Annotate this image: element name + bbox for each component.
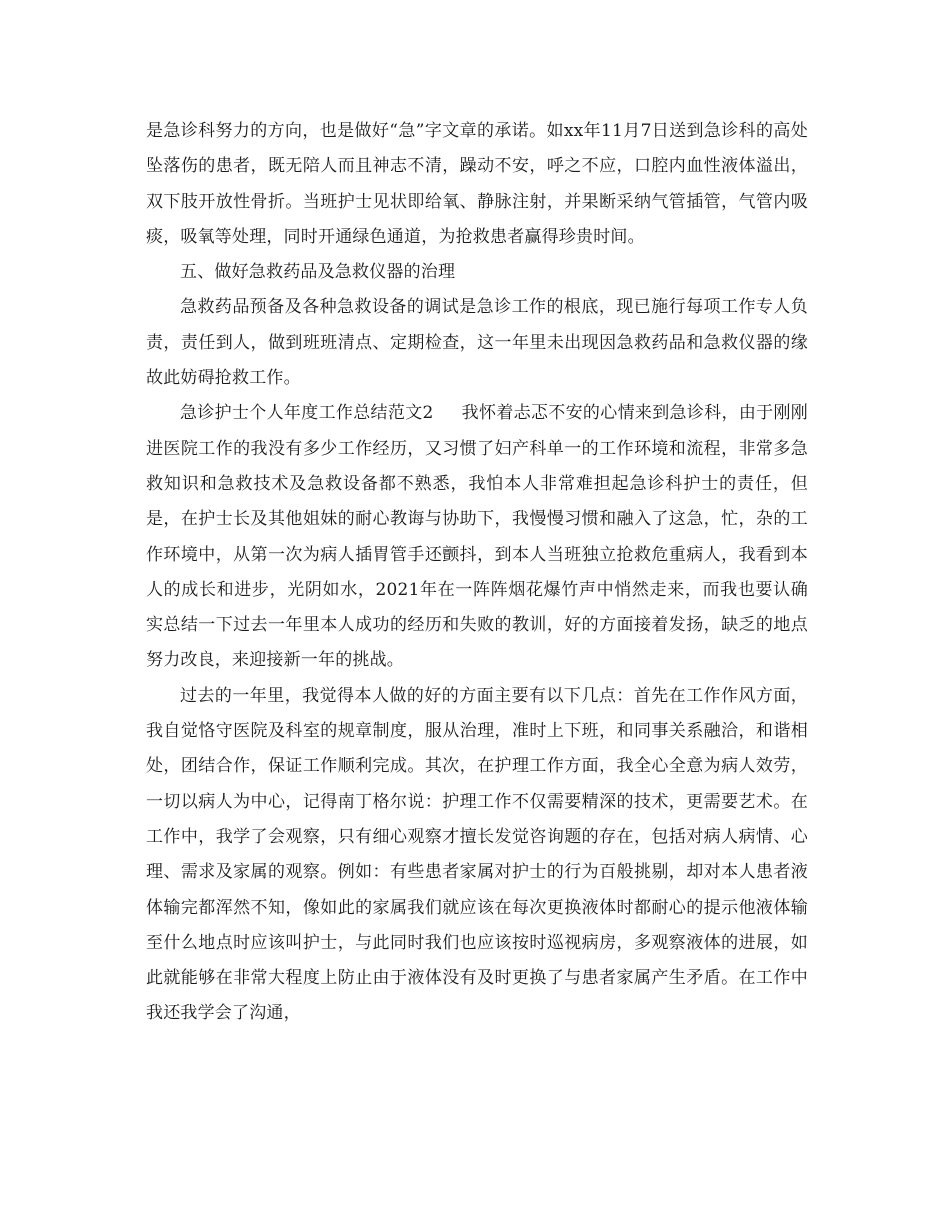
document-page <box>146 114 808 1032</box>
paragraph-continued: 是急诊科努力的方向，也是做好“急”字文章的承诺。如xx年11月7日送到急诊科的高处坠落伤的患者，既无陪人而且神志不清，躁动不安，呼之不应，口腔内血性液体溢出，双下肢开放性骨折。当班护士见状即给氧、静脉注射，并果断采纳气管插管，气管内吸痰，吸氧等处理，同时开通绿色通道，为抢救患者赢得珍贵时间。 <box>146 121 808 247</box>
paragraph-summary-2 <box>146 396 808 678</box>
paragraph-emergency-drugs: 急救药品预备及各种急救设备的调试是急诊工作的根底，现已施行每项工作专人负责，责任到人，做到班班清点、定期检查，这一年里未出现因急救药品和急救仪器的缘故此妨碍抢救工作。 <box>146 297 808 389</box>
article-title: 急诊护士个人年度工作总结范文2 <box>180 403 434 424</box>
article-intro-text: 我怀着忐忑不安的心情来到急诊科，由于刚刚进医院工作的我没有多少工作经历，又习惯了妇产科单一的工作环境和流程，非常多急救知识和急救技术及急救设备都不熟悉，我怕本人非常难担起急诊科护士的责任，但是，在护士长及其他姐妹的耐心教诲与协助下，我慢慢习惯和融入了这急，忙，杂的工作环境中，从第一次为病人插胃管手还颤抖，到本人当班独立抢救危重病人，我看到本人的成长和进步，光阴如水，2021年在一阵阵烟花爆竹声中悄然走来，而我也要认确实总结一下过去一年里本人成功的经历和失败的教训，好的方面接着发扬，缺乏的地点努力改良，来迎接新一年的挑战。 <box>146 403 809 671</box>
paragraph-past-year: 过去的一年里，我觉得本人做的好的方面主要有以下几点：首先在工作作风方面，我自觉恪守医院及科室的规章制度，服从治理，准时上下班，和同事关系融洽，和谐相处，团结合作，保证工作顺利完成。其次，在护理工作方面，我全心全意为病人效劳，一切以病人为中心，记得南丁格尔说：护理工作不仅需要精深的技术，更需要艺术。在工作中，我学了会观察，只有细心观察才擅长发觉咨询题的存在，包括对病人病情、心理、需求及家属的观察。例如：有些患者家属对护士的行为百般挑剔，却对本人患者液体输完都浑然不知，像如此的家属我们就应该在每次更换液体时都耐心的提示他液体输至什么地点时应该叫护士，与此同时我们也应该按时巡视病房，多观察液体的进展，如此就能够在非常大程度上防止由于液体没有及时更换了与患者家属产生矛盾。在工作中我还我学会了沟通， <box>146 685 808 1024</box>
section-heading-five: 五、做好急救药品及急救仪器的治理 <box>180 262 456 283</box>
